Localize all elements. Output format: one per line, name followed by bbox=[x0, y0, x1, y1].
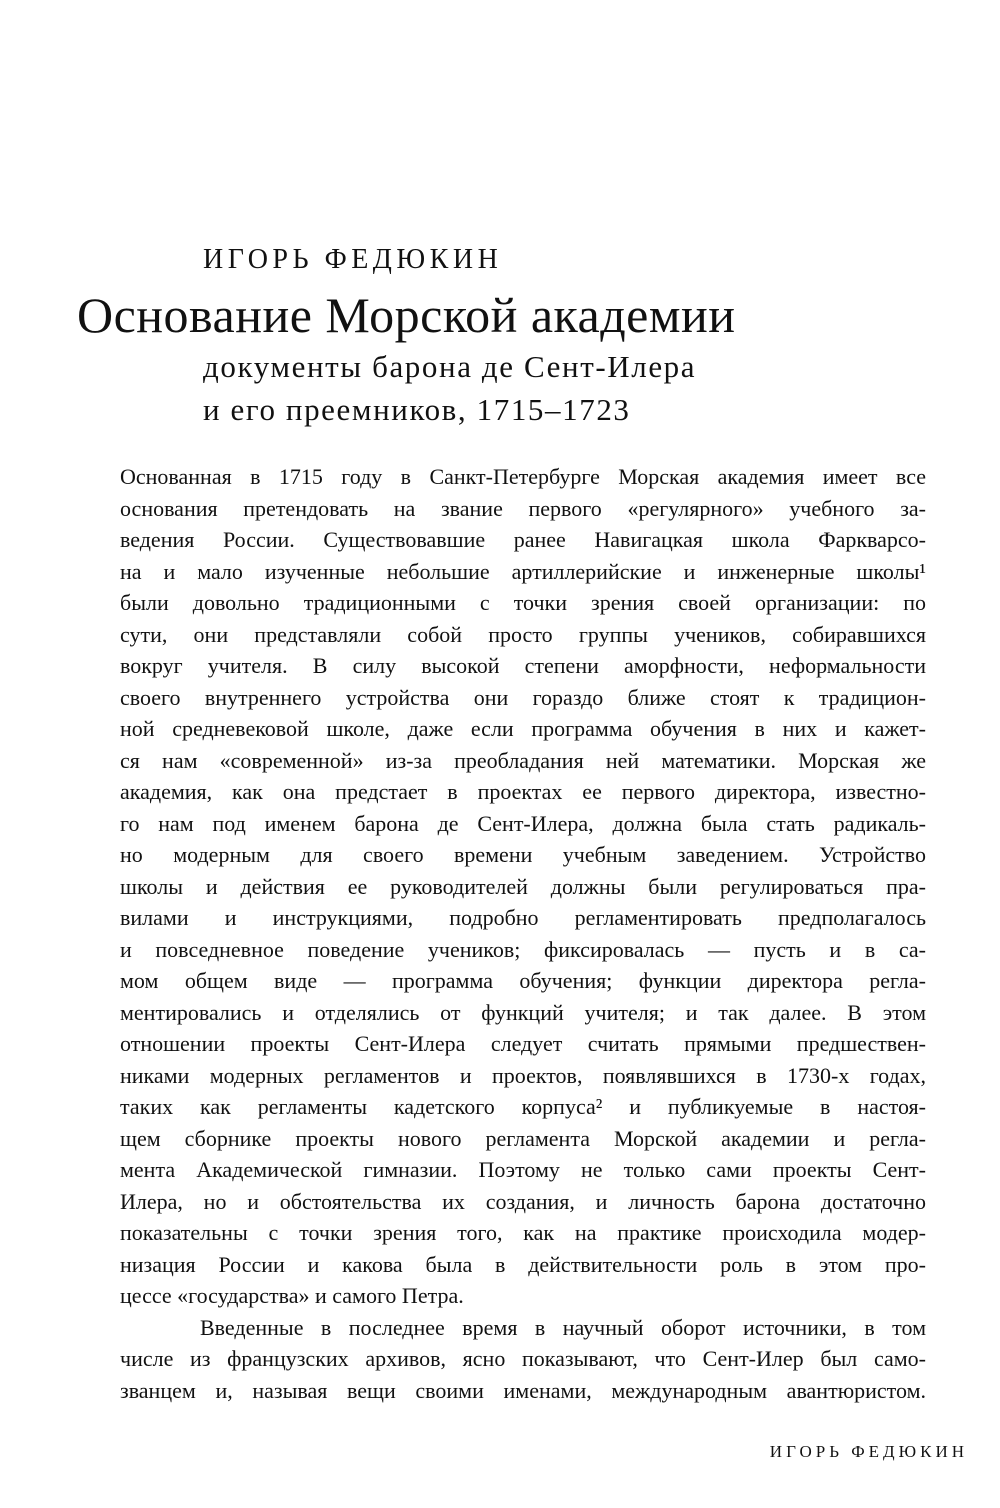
text-line: на и мало изученные небольшие артиллерийские и инженерные школы¹ bbox=[120, 558, 926, 584]
text-line: таких как регламенты кадетского корпуса² и публикуемые в настоя- bbox=[120, 1094, 926, 1119]
text-line: щем сборнике проекты нового регламента Морской академии и регла- bbox=[120, 1125, 926, 1151]
text-line: Илера, но и обстоятельства их создания, и личность барона достаточно bbox=[120, 1188, 926, 1214]
text-line: вокруг учителя. В силу высокой степени аморфности, неформальности bbox=[120, 653, 926, 678]
text-line: Введенные в последнее время в научный оборот источники, в том bbox=[200, 1314, 926, 1340]
text-line: ной средневековой школе, даже если программа обучения в них и кажет- bbox=[120, 716, 926, 741]
text-line: сути, они представляли собой просто группы учеников, собиравшихся bbox=[120, 621, 926, 647]
text-line: были довольно традиционными с точки зрения своей организации: по bbox=[120, 590, 926, 615]
text-line: никами модерных регламентов и проектов, появлявшихся в 1730-х годах, bbox=[120, 1062, 926, 1088]
text-line: основания претендовать на звание первого «регулярного» учебного за- bbox=[120, 495, 926, 521]
paragraph-1 bbox=[120, 461, 926, 1312]
text-line: цессе «государства» и самого Петра. bbox=[120, 1283, 464, 1308]
text-line: низация России и какова была в действительности роль в этом про- bbox=[120, 1251, 926, 1277]
text-line: школы и действия ее руководителей должны были регулироваться пра- bbox=[120, 873, 926, 899]
text-line: вилами и инструкциями, подробно регламентировать предполагалось bbox=[120, 905, 926, 930]
text-line: отношении проекты Сент-Илера следует считать прямыми предшествен- bbox=[120, 1031, 926, 1056]
text-line: званцем и, называя вещи своими именами, международным авантюристом. bbox=[120, 1377, 926, 1403]
text-line: Основанная в 1715 году в Санкт-Петербурге Морская академия имеет все bbox=[120, 464, 926, 489]
text-line: ся нам «современной» из-за преобладания ней математики. Морская же bbox=[120, 747, 926, 773]
text-line: мента Академической гимназии. Поэтому не только сами проекты Сент- bbox=[120, 1157, 926, 1182]
text-line: показательны с точки зрения того, как на практике происходила модер- bbox=[120, 1220, 926, 1245]
author-name: ИГОРЬ ФЕДЮКИН bbox=[203, 244, 503, 275]
text-line: своего внутреннего устройства они гораздо ближе стоят к традицион- bbox=[120, 684, 926, 710]
text-line: и повседневное поведение учеников; фиксировалась — пусть и в са- bbox=[120, 936, 926, 962]
text-line: ведения России. Существовавшие ранее Навигацкая школа Фаркварсо- bbox=[120, 527, 926, 552]
page-title: Основание Морской академии bbox=[77, 287, 736, 343]
body-text bbox=[120, 461, 926, 1406]
running-head: ИГОРЬ ФЕДЮКИН bbox=[769, 1442, 968, 1461]
subtitle bbox=[203, 345, 696, 431]
text-line: го нам под именем барона де Сент-Илера, должна была стать радикаль- bbox=[120, 810, 926, 836]
text-line: ментировались и отделялись от функций учителя; и так далее. В этом bbox=[120, 999, 926, 1025]
text-line: числе из французских архивов, ясно показывают, что Сент-Илер был само- bbox=[120, 1346, 926, 1371]
text-line: мом общем виде — программа обучения; функции директора регла- bbox=[120, 968, 926, 993]
text-line: но модерным для своего времени учебным заведением. Устройство bbox=[120, 842, 926, 867]
subtitle-line: документы барона де Сент-Илера bbox=[203, 349, 697, 384]
text-line: академия, как она предстает в проектах ее первого директора, известно- bbox=[120, 779, 926, 804]
paragraph-2 bbox=[120, 1312, 926, 1407]
subtitle-line: и его преемников, 1715–1723 bbox=[203, 392, 631, 427]
